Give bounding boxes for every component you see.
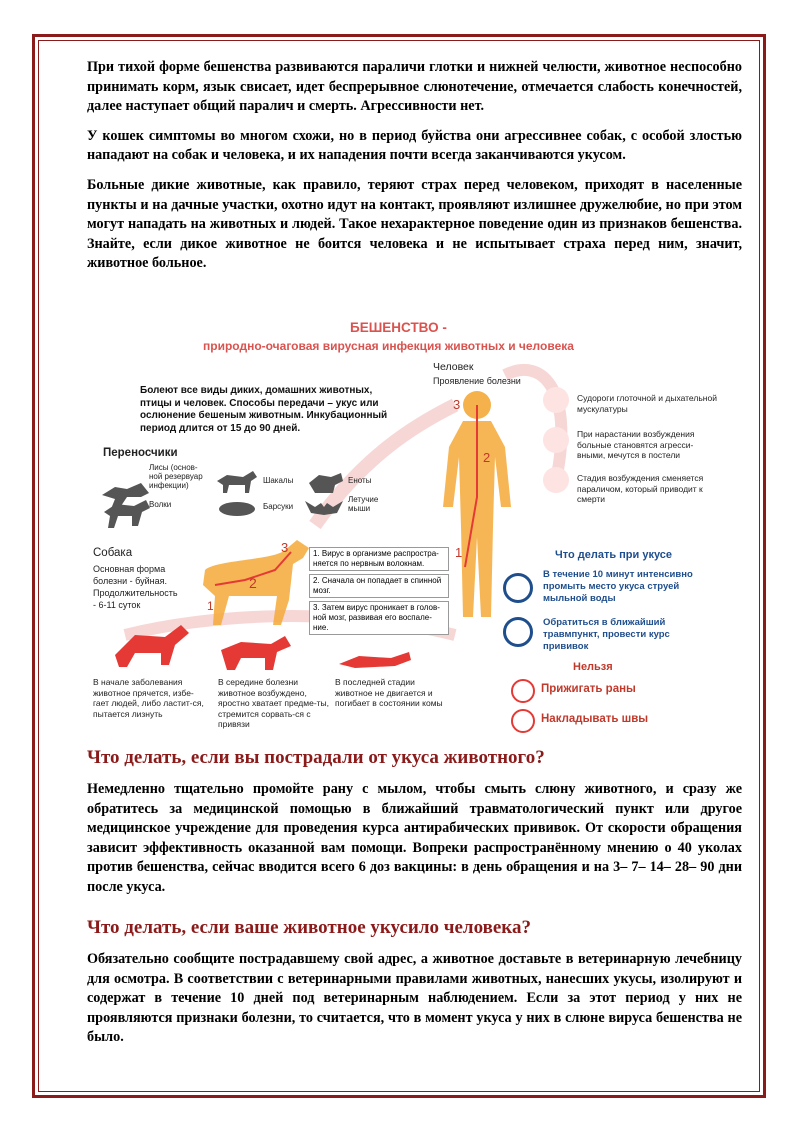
carrier-jackals-label: Шакалы — [263, 476, 294, 485]
human-stage-paralysis: Стадия возбуждения сменяется параличом, который приводит к смерти — [577, 473, 704, 504]
section-victim-heading: Что делать, если вы пострадали от укуса животного? — [87, 747, 545, 768]
no-stitches-icon — [511, 709, 535, 733]
carrier-raccoons-label: Еноты — [348, 476, 372, 485]
dog-stage-early-illustration — [105, 615, 195, 670]
infographic-subtitle: природно-очаговая вирусная инфекция животных и человека — [203, 339, 574, 353]
human-stage-spasms: Судороги глоточной и дыхательной мускулатуры — [577, 393, 717, 414]
paragraph-quiet-form: При тихой форме бешенства развиваются параличи глотки и нижней челюсти, животное неспособно принимать корм, язык свисает, идет беспрерывное слюнотечение, отмечается слабость конечностей, далее наступает общий паралич и смерть. Агрессивности нет. — [87, 59, 742, 115]
human-heading: Человек — [433, 361, 474, 373]
dog-stage-early-text: В начале заболевания животное прячется, избе-гает людей, либо ластит-ся, пытается лизнуть — [93, 677, 204, 719]
human-stage-2: 2 — [483, 450, 491, 465]
what-to-do-heading: Что делать при укусе — [555, 549, 673, 561]
infographic-title: БЕШЕНСТВО - — [350, 320, 447, 335]
section-owner-heading: Что делать, если ваше животное укусило человека? — [87, 917, 531, 938]
human-stage-1: 1 — [455, 545, 463, 560]
paralysis-icon — [543, 467, 569, 493]
carrier-bats-label: Летучие мыши — [348, 495, 379, 513]
virus-step-1: 1. Вирус в организме распростра-няется по нервным волокнам. — [309, 547, 449, 571]
dog-stage-last-text: В последней стадии животное не двигается и погибает в состоянии комы — [335, 677, 443, 708]
section-victim-text: Немедленно тщательно промойте рану с мылом, чтобы смыть слюну животного, и сразу же обратитесь за медицинской помощью в ближайший травматологический пункт или другое медицинское учреждение для проведения курса антирабических прививок. От скорости обращения зависит эффективность оказанной вам помощи. Вопреки распространённому мнению о 40 уколах против бешенства, сейчас вводится всего 6 доз вакцины: в день обращения и на 3– 7– 14– 28– 90 дни после укуса. — [87, 781, 742, 895]
forbidden-stitches: Накладывать швы — [541, 713, 649, 725]
what-to-do-wash: В течение 10 минут интенсивно промыть место укуса струей мыльной воды — [543, 569, 693, 604]
carrier-wolves-label: Волки — [149, 500, 172, 509]
carriers-heading: Переносчики — [103, 447, 178, 459]
human-stage-3: 3 — [453, 397, 461, 412]
dog-info: Основная форма болезни - буйная. Продолжительность - 6-11 суток — [93, 564, 178, 610]
no-cauterize-icon — [511, 679, 535, 703]
dog-stage-middle-text: В середине болезни животное возбуждено, яростно хватает предме-ты, стремится сорвать-ся с привязи — [218, 677, 330, 729]
section-owner-text: Обязательно сообщите пострадавшему свой адрес, а животное доставьте в ветеринарную лечебницу для осмотра. В соответствии с ветеринарными правилами животных, нанесших укусы, изолируют и содержат в течение 10 дней под ветеринарным наблюдением. Если за этот период у них не проявляются признаки болезни, то считается, что в момент укуса у них в слюне вируса бешенства не было. — [87, 951, 742, 1046]
jackal-icon — [215, 465, 260, 495]
human-stage-agitation: При нарастании возбуждения больные становятся агресси-вными, мечутся в постели — [577, 429, 695, 460]
forbidden-cauterize: Прижигать раны — [541, 683, 636, 695]
intro-text — [87, 58, 742, 284]
paragraph-cats: У кошек симптомы во многом схожи, но в период буйства они агрессивнее собак, с особой злостью нападают на собак и человека, и их нападения почти всегда заканчиваются укусом. — [87, 127, 742, 164]
infographic-intro: Болеют все виды диких, домашних животных, птицы и человек. Способы передачи – укус или ослюнение бешеным животным. Инкубационный период длится от 15 до 90 дней. — [140, 385, 388, 434]
carrier-badgers-label: Барсуки — [263, 502, 294, 511]
what-to-do-clinic: Обратиться в ближайший травмпункт, провести курс прививок — [543, 617, 670, 652]
dog-illustration — [185, 530, 315, 630]
dog-heading: Собака — [93, 547, 133, 559]
spasm-icon — [543, 387, 569, 413]
raccoon-icon — [305, 465, 345, 495]
section-owner — [87, 916, 742, 1058]
dog-stage-3: 3 — [281, 540, 289, 555]
section-victim — [87, 746, 742, 908]
rabies-infographic — [85, 315, 725, 735]
carrier-fox-label: Лисы (основ-ной резервуар инфекции) — [149, 463, 203, 490]
paragraph-wild-animals: Больные дикие животные, как правило, теряют страх перед человеком, приходят в населенные пункты и на дачные участки, охотно идут на контакт, проявляют излишнее дружелюбие, но при этом могут нападать на животных и людей. Такое нехарактерное поведение один из признаков бешенства. Знайте, если дикое животное не боится человека и не испытывает страха перед ним, значит, животное больное. — [87, 176, 742, 272]
dog-stage-1: 1 — [207, 599, 214, 613]
dog-stage-last-illustration — [335, 630, 415, 675]
virus-step-2: 2. Сначала он попадает в спинной мозг. — [309, 574, 449, 598]
dog-stage-2: 2 — [249, 575, 257, 591]
dog-stage-middle-illustration — [215, 630, 295, 675]
agitation-icon — [543, 427, 569, 453]
badger-icon — [215, 495, 260, 520]
forbidden-heading: Нельзя — [573, 661, 613, 673]
wash-icon — [503, 573, 533, 603]
wolf-icon — [100, 490, 155, 530]
vaccine-icon — [503, 617, 533, 647]
human-subheading: Проявление болезни — [433, 376, 521, 386]
virus-step-3: 3. Затем вирус проникает в голов-ной мозг, развивая его воспале-ние. — [309, 601, 449, 635]
bat-icon — [303, 493, 345, 517]
